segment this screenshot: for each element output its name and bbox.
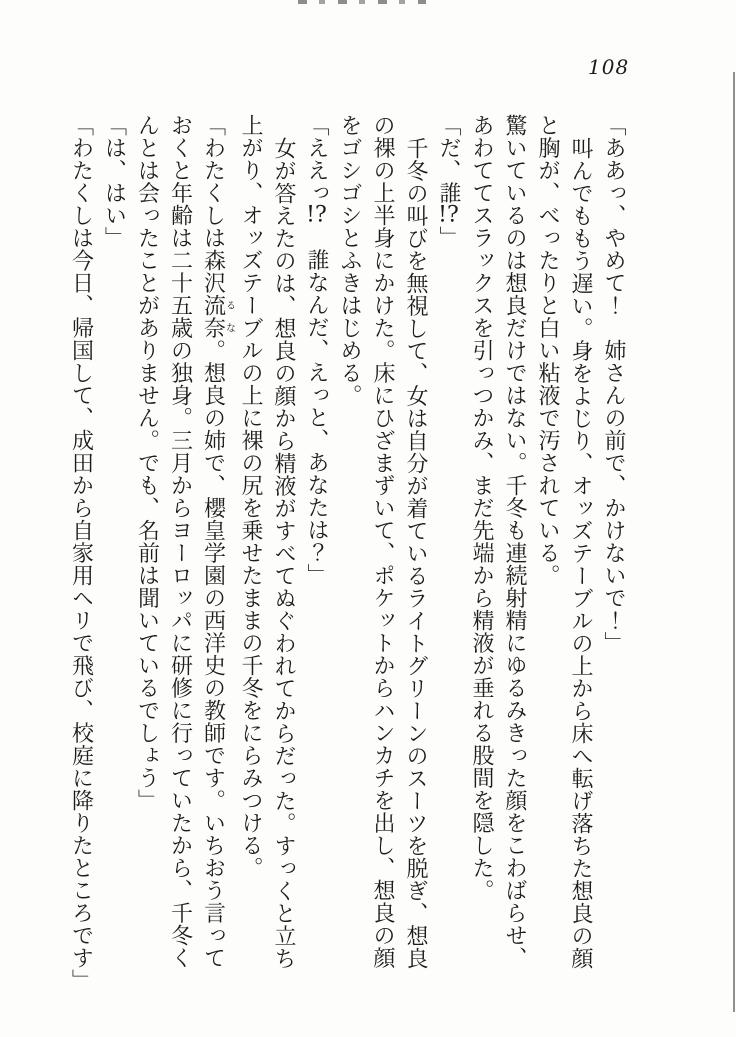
- text-line: 叫んでももう遅い。身をよじり、オッズテーブルの上から床へ転げ落ちた想良の顔: [568, 137, 593, 970]
- text-line: あわててスラックスを引っつかみ、まだ先端から精液が垂れる股間を隠した。: [469, 114, 494, 902]
- text-line: 「わたくしは森沢流奈るな。想良の姉で、櫻皇学園の西洋史の教師です。いちおう言って: [200, 114, 235, 969]
- text-line: 驚いているのは想良だけではない。千冬も連続射精にゆるみきった顔をこわばらせ、: [502, 114, 527, 969]
- text-line: んとは会ったことがありません。でも、名前は聞いているでしょう」: [134, 114, 160, 812]
- text-line: と胸が、べったりと白い粘液で汚されている。: [535, 114, 560, 587]
- tate-chu-yoko-mark: !?: [438, 204, 459, 226]
- text-line: 「わたくしは今日、帰国して、成田から自家用ヘリで飛び、校庭に降りたところです」: [68, 114, 94, 992]
- text-line: 千冬の叫びを無視して、女は自分が着ているライトグリーンのスーツを脱ぎ、想良: [403, 137, 428, 970]
- text-line: 「ああっ、やめて！ 姉さんの前で、かけないで！」: [601, 114, 626, 654]
- vertical-text-block: [65, 114, 631, 1010]
- page-number: 108: [588, 55, 630, 79]
- text-line: の裸の上半身にかけた。床にひざまずいて、ポケットからハンカチを出し、想良の顔: [370, 114, 395, 969]
- text-line: 「ええっ!? 誰なんだ、えっと、あなたは？」: [304, 114, 329, 586]
- text-line: おくと年齢は二十五歳の独身。三月からヨーロッパに研修に行っていたから、千冬く: [167, 114, 193, 969]
- text-line: 女が答えたのは、想良の顔から精液がすべてぬぐわれてからだった。すっくと立ち: [271, 137, 296, 970]
- clipped-running-header: [298, 0, 426, 4]
- page-edge-line: [733, 72, 735, 1012]
- text-line: 上がり、オッズテーブルの上に裸の尻を乗せたままの千冬をにらみつける。: [238, 114, 263, 879]
- ruby-annotated-name: 流奈るな: [200, 294, 235, 339]
- text-line: をゴシゴシとふきはじめる。: [337, 114, 362, 407]
- text-line: 「は、はい」: [101, 114, 127, 249]
- tate-chu-yoko-mark: !?: [306, 204, 327, 226]
- text-line: 「だ、誰!?」: [436, 114, 461, 249]
